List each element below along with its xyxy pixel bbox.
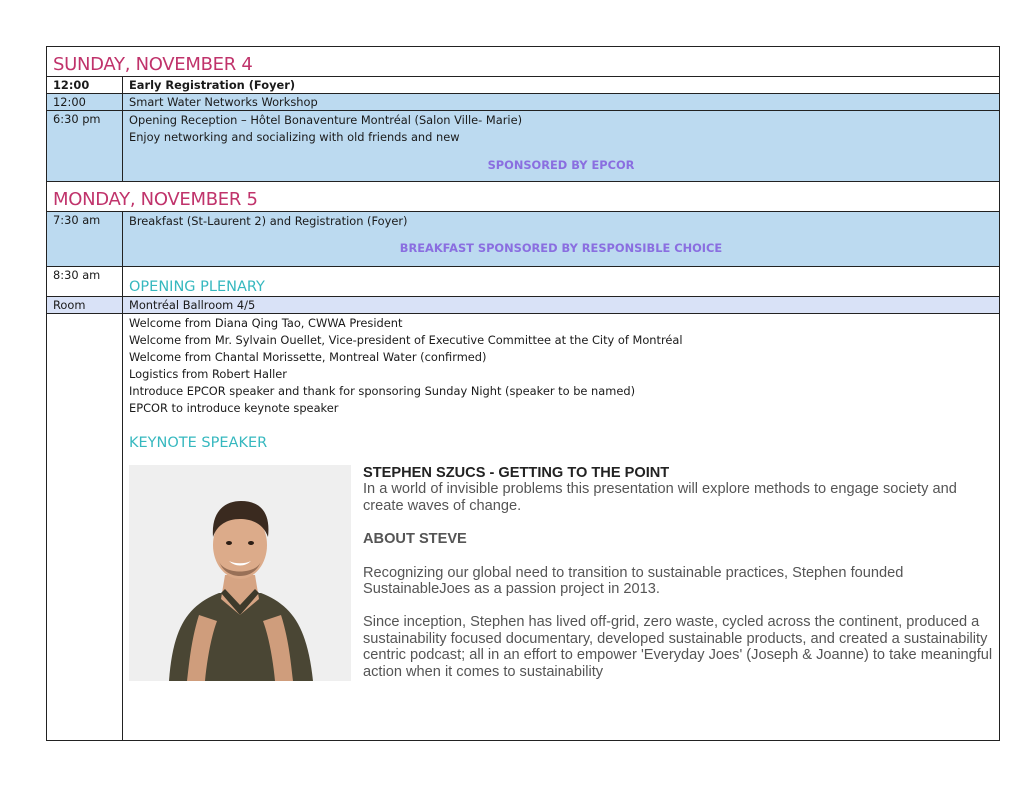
agenda-item: Logistics from Robert Haller [129,367,287,381]
speaker-photo [129,465,351,681]
schedule-table [46,46,1000,741]
day-title: SUNDAY, NOVEMBER 4 [53,54,253,75]
schedule-row [47,267,999,297]
event-cell: Montréal Ballroom 4/5 [129,298,256,312]
sponsor-label: BREAKFAST SPONSORED BY RESPONSIBLE CHOICE [399,241,723,255]
about-heading: ABOUT STEVE [363,531,467,548]
time-cell [47,314,123,740]
event-cell: Smart Water Networks Workshop [129,95,318,109]
agenda-item: Welcome from Mr. Sylvain Ouellet, Vice-president of Executive Committee at the City of Montréal [129,333,683,347]
bio-paragraph: Recognizing our global need to transition to sustainable practices, Stephen founded SustainableJoes as a passion project in 2013. [363,564,904,598]
agenda-item: EPCOR to introduce keynote speaker [129,401,339,415]
section-title: OPENING PLENARY [129,279,265,295]
agenda-cell [123,314,999,740]
sponsor-label: SPONSORED BY EPCOR [487,158,635,172]
keynote-block [129,465,993,697]
schedule-row [47,212,999,267]
agenda-row [47,314,999,740]
keynote-intro: In a world of invisible problems this presentation will explore methods to engage society and create waves of change. [363,481,957,514]
schedule-row [47,77,999,94]
event-cell [123,267,999,296]
agenda-item: Welcome from Chantal Morissette, Montreal Water (confirmed) [129,350,487,364]
keynote-title: STEPHEN SZUCS - GETTING TO THE POINT [363,465,670,481]
day-title: MONDAY, NOVEMBER 5 [53,189,258,210]
agenda-item: Introduce EPCOR speaker and thank for sponsoring Sunday Night (speaker to be named) [129,384,636,398]
time-cell: 12:00 [47,94,123,110]
bio-paragraph: Since inception, Stephen has lived off-grid, zero waste, cycled across the continent, produced a sustainability focused documentary, developed sustainable products, and created a sustainability centric podcast; all in an effort to empower 'Everyday Joes' (Joseph & Joanne) to take meaningful action when it comes to sustainability [363,614,993,680]
keynote-section-title: KEYNOTE SPEAKER [129,435,268,451]
schedule-row [47,297,999,314]
schedule-row [47,111,999,182]
day-header-monday [47,182,999,212]
time-cell: 6:30 pm [47,111,123,181]
time-cell: Room [47,297,123,313]
time-cell: 8:30 am [47,267,123,296]
time-cell: 7:30 am [47,212,123,266]
day-header-sunday [47,47,999,77]
speaker-bio [351,465,993,697]
event-title: Breakfast (St-Laurent 2) and Registration (Foyer) [129,214,408,228]
event-description: Enjoy networking and socializing with old friends and new [129,130,460,144]
time-cell: 12:00 [47,77,123,93]
speaker-portrait-image [129,465,351,681]
event-cell [123,212,999,266]
schedule-row [47,94,999,111]
event-cell [123,111,999,181]
event-cell: Early Registration (Foyer) [129,78,296,92]
event-title: Opening Reception – Hôtel Bonaventure Montréal (Salon Ville- Marie) [129,113,523,127]
agenda-item: Welcome from Diana Qing Tao, CWWA President [129,316,403,330]
